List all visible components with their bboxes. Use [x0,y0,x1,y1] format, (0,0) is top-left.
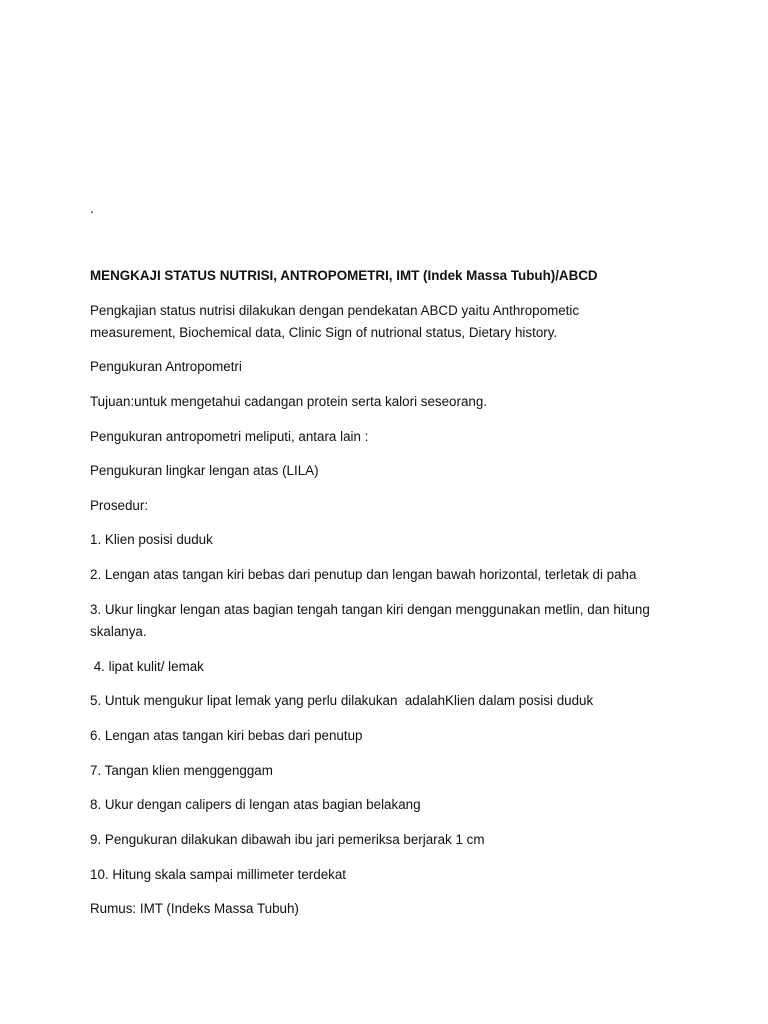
includes-text: Pengukuran antropometri meliputi, antara lain : [90,429,369,444]
step-7: 7. Tangan klien menggenggam [90,763,273,778]
step-1: 1. Klien posisi duduk [90,532,213,547]
formula-text: Rumus: IMT (Indeks Massa Tubuh) [90,901,299,916]
step-3-line-2: skalanya. [90,624,147,639]
step-2: 2. Lengan atas tangan kiri bebas dari penutup dan lengan bawah horizontal, terletak di paha [90,567,637,582]
step-9: 9. Pengukuran dilakukan dibawah ibu jari pemeriksa berjarak 1 cm [90,832,485,847]
section-heading: Pengukuran Antropometri [90,359,242,374]
procedure-label: Prosedur: [90,498,149,513]
leading-dot: . [90,201,94,216]
step-6: 6. Lengan atas tangan kiri bebas dari penutup [90,728,363,743]
lila-heading: Pengukuran lingkar lengan atas (LILA) [90,463,319,478]
intro-line-1: Pengkajian status nutrisi dilakukan dengan pendekatan ABCD yaitu Anthropometic [90,303,580,318]
step-8: 8. Ukur dengan calipers di lengan atas bagian belakang [90,797,421,812]
step-10: 10. Hitung skala sampai millimeter terdekat [90,867,347,882]
document-title: MENGKAJI STATUS NUTRISI, ANTROPOMETRI, IMT (Indek Massa Tubuh)/ABCD [90,268,598,283]
goal-text: Tujuan:untuk mengetahui cadangan protein serta kalori seseorang. [90,394,488,409]
step-5: 5. Untuk mengukur lipat lemak yang perlu dilakukan adalahKlien dalam posisi duduk [90,693,594,708]
intro-line-2: measurement, Biochemical data, Clinic Sign of nutrional status, Dietary history. [90,325,558,340]
step-4: 4. lipat kulit/ lemak [90,659,204,674]
step-3-line-1: 3. Ukur lingkar lengan atas bagian tengah tangan kiri dengan menggunakan metlin, dan hitung [90,602,650,617]
